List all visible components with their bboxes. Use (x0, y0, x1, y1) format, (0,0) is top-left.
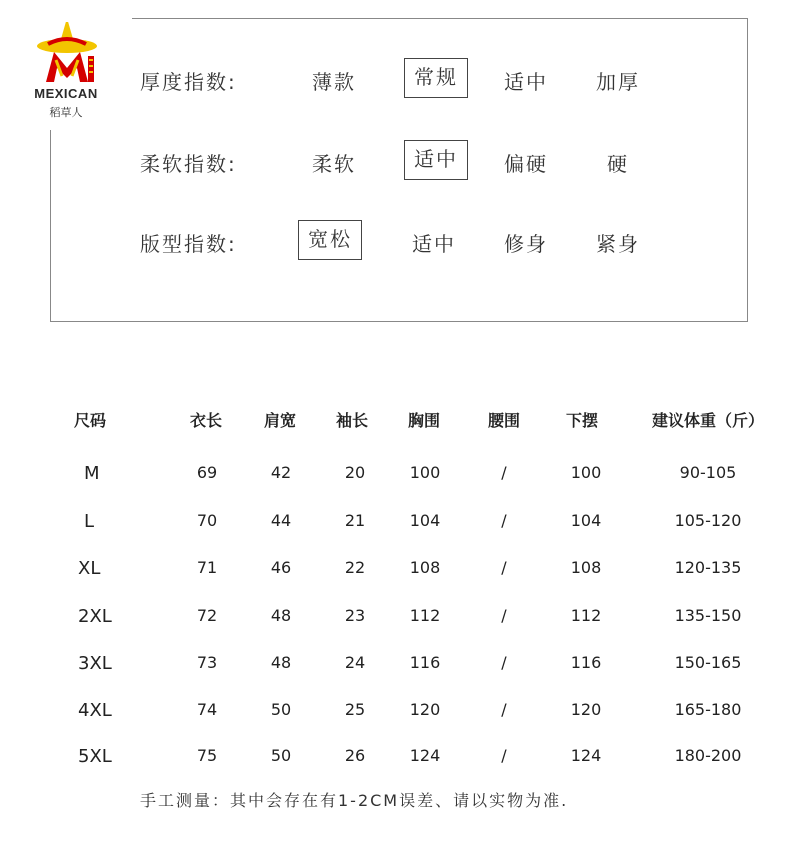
cell-shoulder: 50 (270, 746, 292, 765)
fit-index-label: 版型指数: (140, 232, 237, 256)
cell-weight: 180-200 (674, 746, 742, 765)
cell-chest: 120 (409, 700, 441, 719)
cell-hem: 100 (570, 463, 602, 482)
cell-sleeve: 26 (344, 746, 366, 765)
header-weight: 建议体重（斤） (652, 411, 765, 430)
thickness-option-thin: 薄款 (312, 70, 356, 94)
brand-name: MEXICAN (34, 86, 98, 101)
cell-waist: / (501, 700, 507, 719)
cell-shoulder: 50 (270, 700, 292, 719)
cell-weight: 90-105 (679, 463, 737, 482)
cell-size: 3XL (78, 653, 112, 674)
cell-size: XL (78, 558, 101, 579)
cell-length: 72 (196, 606, 218, 625)
measurement-note: 手工测量：其中会存在有1-2CM误差、请以实物为准. (140, 791, 569, 810)
thickness-option-medium: 适中 (504, 70, 548, 94)
cell-waist: / (501, 746, 507, 765)
softness-option-medium-selected: 适中 (404, 140, 468, 180)
cell-shoulder: 48 (270, 653, 292, 672)
cell-length: 73 (196, 653, 218, 672)
cell-hem: 104 (570, 511, 602, 530)
cell-sleeve: 23 (344, 606, 366, 625)
cell-length: 71 (196, 558, 218, 577)
cell-size: L (84, 511, 95, 532)
cell-sleeve: 21 (344, 511, 366, 530)
cell-chest: 108 (409, 558, 441, 577)
cell-sleeve: 25 (344, 700, 366, 719)
cell-length: 70 (196, 511, 218, 530)
cell-size: 4XL (78, 700, 112, 721)
softness-option-stiffish: 偏硬 (504, 152, 548, 176)
cell-length: 69 (196, 463, 218, 482)
thickness-option-regular-selected: 常规 (404, 58, 468, 98)
cell-weight: 105-120 (674, 511, 742, 530)
fit-option-loose-selected: 宽松 (298, 220, 362, 260)
cell-length: 75 (196, 746, 218, 765)
cell-waist: / (501, 606, 507, 625)
cell-length: 74 (196, 700, 218, 719)
softness-index-label: 柔软指数: (140, 152, 237, 176)
cell-shoulder: 42 (270, 463, 292, 482)
cell-chest: 116 (409, 653, 441, 672)
cell-shoulder: 48 (270, 606, 292, 625)
cell-size: 5XL (78, 746, 112, 767)
cell-waist: / (501, 653, 507, 672)
header-length: 衣长 (190, 411, 223, 430)
cell-chest: 112 (409, 606, 441, 625)
cell-weight: 150-165 (674, 653, 742, 672)
cell-hem: 120 (570, 700, 602, 719)
cell-sleeve: 24 (344, 653, 366, 672)
cell-size: 2XL (78, 606, 112, 627)
fit-option-regular: 适中 (412, 232, 456, 256)
cell-chest: 100 (409, 463, 441, 482)
cell-weight: 165-180 (674, 700, 742, 719)
brand-name-cn: 稻草人 (49, 106, 83, 119)
cell-hem: 124 (570, 746, 602, 765)
cell-weight: 135-150 (674, 606, 742, 625)
cell-hem: 108 (570, 558, 602, 577)
header-chest: 胸围 (408, 411, 441, 430)
cell-size: M (84, 463, 100, 484)
header-waist: 腰围 (488, 411, 521, 430)
header-hem: 下摆 (566, 411, 599, 430)
cell-weight: 120-135 (674, 558, 742, 577)
softness-option-stiff: 硬 (607, 152, 629, 176)
cell-chest: 124 (409, 746, 441, 765)
fit-option-slim: 修身 (504, 232, 548, 256)
header-shoulder: 肩宽 (264, 411, 297, 430)
cell-sleeve: 22 (344, 558, 366, 577)
cell-waist: / (501, 558, 507, 577)
cell-shoulder: 46 (270, 558, 292, 577)
panel-divider (50, 130, 51, 322)
softness-option-soft: 柔软 (312, 152, 356, 176)
header-size: 尺码 (74, 411, 107, 430)
cell-shoulder: 44 (270, 511, 292, 530)
cell-waist: / (501, 463, 507, 482)
cell-hem: 112 (570, 606, 602, 625)
fit-option-tight: 紧身 (596, 232, 640, 256)
cell-hem: 116 (570, 653, 602, 672)
cell-sleeve: 20 (344, 463, 366, 482)
thickness-option-thick: 加厚 (596, 70, 640, 94)
header-sleeve: 袖长 (336, 411, 369, 430)
cell-waist: / (501, 511, 507, 530)
cell-chest: 104 (409, 511, 441, 530)
thickness-index-label: 厚度指数: (140, 70, 237, 94)
